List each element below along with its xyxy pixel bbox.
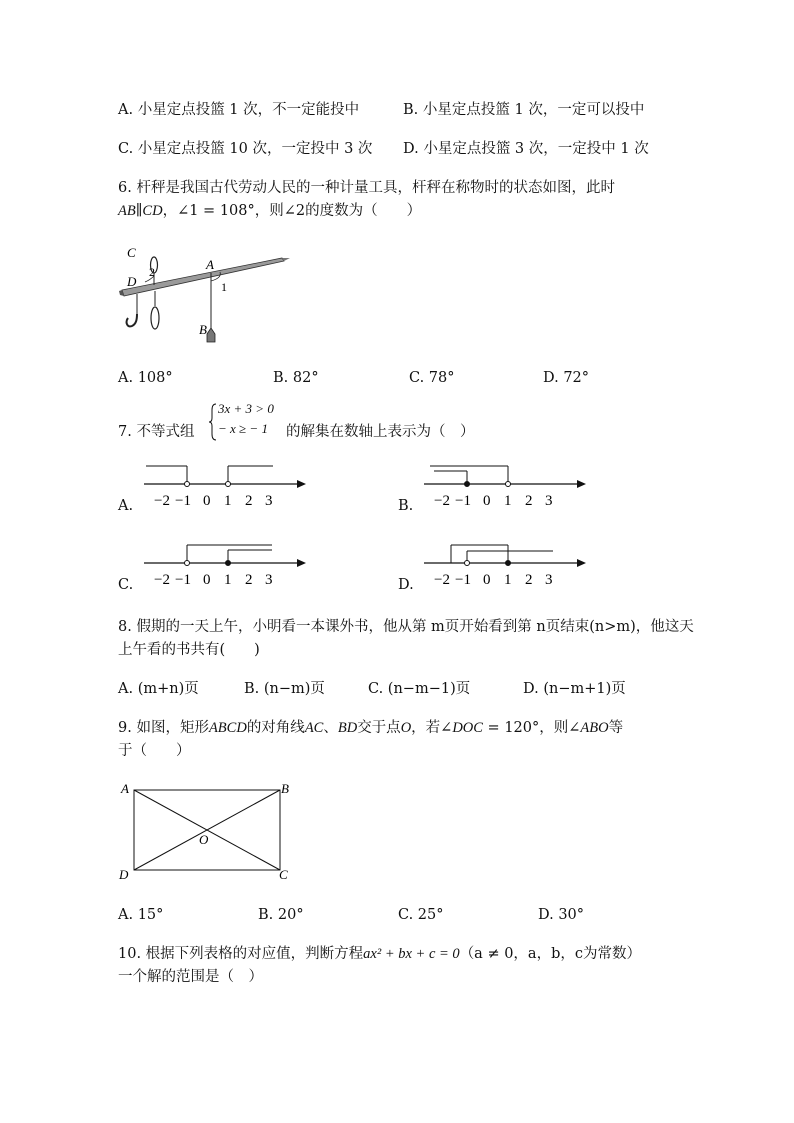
option-label: A. <box>118 370 134 386</box>
option-label: A. <box>118 907 134 923</box>
hook-icon <box>127 314 137 326</box>
steelyard-beam <box>122 258 284 296</box>
stem-text: 交于点 <box>357 720 401 736</box>
q7-option-a-label[interactable]: A. <box>118 498 134 514</box>
angle-doc: DOC <box>452 720 483 736</box>
q5-option-d[interactable] <box>403 139 649 159</box>
q6-stem-line2 <box>118 201 421 221</box>
q9-stem-line2: 于（ ） <box>118 743 191 759</box>
q7-stem-prefix: 7. 不等式组 <box>118 424 195 440</box>
svg-text:1: 1 <box>224 493 232 508</box>
q5-option-b[interactable] <box>403 100 644 120</box>
stem-text: 等 <box>608 720 624 736</box>
option-label: C. <box>368 681 384 697</box>
stem-text: （a ≠ 0，a，b，c为常数） <box>459 946 641 962</box>
q5-option-a[interactable] <box>118 100 359 120</box>
svg-text:3: 3 <box>545 493 553 508</box>
quadratic-equation: ax² + bx + c = 0 <box>363 946 460 962</box>
option-label: A. <box>118 681 134 697</box>
option-text: 15° <box>137 907 164 923</box>
option-label: B. <box>244 681 260 697</box>
point-o: O <box>400 720 412 736</box>
q9-option-a[interactable] <box>118 905 163 925</box>
q6-option-a[interactable] <box>118 368 173 388</box>
rect-name: ABCD <box>208 720 247 736</box>
number-line-a[interactable] <box>140 458 310 508</box>
svg-text:−1: −1 <box>455 493 471 508</box>
option-label: A. <box>118 102 134 118</box>
weight-icon <box>207 328 215 342</box>
q8-stem-line1: 8. 假期的一天上午，小明看一本课外书，他从第 m页开始看到第 n页结束(n>m)，他这天 <box>118 619 694 635</box>
q8-option-c[interactable] <box>368 679 470 699</box>
q5-option-c[interactable] <box>118 139 372 159</box>
option-text: 小星定点投篮 10 次，一定投中 3 次 <box>137 141 373 157</box>
svg-text:2: 2 <box>525 493 533 508</box>
label-1: 1 <box>221 280 227 294</box>
q6-stem-line1: 6. 杆秤是我国古代劳动人民的一种计量工具，杆秤在称物时的状态如图，此时 <box>118 180 615 196</box>
option-text: 20° <box>277 907 304 923</box>
label-a: A <box>206 257 214 272</box>
svg-text:3: 3 <box>265 493 273 508</box>
svg-text:0: 0 <box>203 572 211 587</box>
vertex-d: D <box>119 867 129 882</box>
q8-option-a[interactable] <box>118 679 199 699</box>
q9-stem-line1 <box>118 718 623 738</box>
svg-text:−2: −2 <box>434 572 450 587</box>
q8-option-d[interactable] <box>523 679 626 699</box>
segment-cd: CD <box>142 203 163 219</box>
option-text: 小星定点投篮 1 次，不一定能投中 <box>137 102 360 118</box>
q8-option-b[interactable] <box>244 679 325 699</box>
option-text: 25° <box>417 907 444 923</box>
q8-stem-line2: 上午看的书共有( ) <box>118 642 260 658</box>
q7-stem-suffix: 的解集在数轴上表示为（ ） <box>286 424 475 440</box>
svg-text:−2: −2 <box>154 493 170 508</box>
label-2: 2 <box>149 265 155 279</box>
svg-text:−1: −1 <box>455 572 471 587</box>
stem-text: ，若∠ <box>411 720 453 736</box>
stem-text: 、 <box>323 720 338 736</box>
option-label: D. <box>543 370 559 386</box>
vertex-b: B <box>281 781 289 796</box>
svg-text:−1: −1 <box>175 493 191 508</box>
q6-option-d[interactable] <box>543 368 589 388</box>
option-label: C. <box>398 907 414 923</box>
q9-option-c[interactable] <box>398 905 444 925</box>
q9-option-d[interactable] <box>538 905 584 925</box>
option-text: 小星定点投篮 3 次，一定投中 1 次 <box>423 141 649 157</box>
svg-text:0: 0 <box>483 493 491 508</box>
stem-text: ，则∠ <box>539 720 581 736</box>
option-label: B. <box>273 370 289 386</box>
svg-text:−2: −2 <box>434 493 450 508</box>
option-text: 30° <box>558 907 585 923</box>
steelyard-figure <box>110 238 300 348</box>
q6-option-b[interactable] <box>273 368 319 388</box>
stem-text: 的对角线 <box>246 720 305 736</box>
option-label: D. <box>523 681 539 697</box>
option-text: 小星定点投篮 1 次，一定可以投中 <box>422 102 645 118</box>
svg-text:2: 2 <box>245 572 253 587</box>
stem-text: 9. 如图，矩形 <box>118 720 209 736</box>
lower-ring <box>151 307 159 329</box>
svg-text:0: 0 <box>483 572 491 587</box>
angle-abo: ABO <box>580 720 609 736</box>
vertex-o: O <box>199 832 209 847</box>
diag-bd: BD <box>337 720 358 736</box>
option-text: 72° <box>563 370 590 386</box>
svg-text:3: 3 <box>265 572 273 587</box>
q7-option-d-label[interactable]: D. <box>398 577 414 593</box>
rectangle-figure <box>115 778 300 884</box>
option-label: D. <box>538 907 554 923</box>
svg-text:0: 0 <box>203 493 211 508</box>
option-label: B. <box>403 102 419 118</box>
system-line-2: − x ≥ − 1 <box>218 421 268 436</box>
option-text: (n−m+1)页 <box>543 681 626 697</box>
svg-text:−1: −1 <box>175 572 191 587</box>
vertex-a: A <box>121 781 129 796</box>
number-line-c[interactable] <box>140 537 310 587</box>
q10-stem-line2: 一个解的范围是（ ） <box>118 969 263 985</box>
option-label: D. <box>403 141 419 157</box>
stem-text: 10. 根据下列表格的对应值，判断方程 <box>118 946 364 962</box>
option-text: (m+n)页 <box>137 681 199 697</box>
option-text: 78° <box>428 370 455 386</box>
q6-option-c[interactable] <box>409 368 455 388</box>
option-label: B. <box>258 907 274 923</box>
angle-value: = 120° <box>482 720 540 736</box>
option-text: 108° <box>137 370 173 386</box>
label-b: B <box>199 322 207 337</box>
svg-text:2: 2 <box>245 493 253 508</box>
option-label: C. <box>118 141 134 157</box>
q7-option-c-label[interactable]: C. <box>118 577 134 593</box>
option-label: C. <box>409 370 425 386</box>
diag-ac: AC <box>304 720 324 736</box>
q6-question-tail: ，则∠2的度数为（ ） <box>254 203 422 219</box>
q7-option-b-label[interactable]: B. <box>398 498 414 514</box>
segment-ab: AB <box>118 203 136 219</box>
vertex-c: C <box>279 867 288 882</box>
option-text: 82° <box>292 370 319 386</box>
angle-condition: ，∠1 = 108° <box>162 203 255 219</box>
svg-text:−2: −2 <box>154 572 170 587</box>
svg-text:3: 3 <box>545 572 553 587</box>
svg-text:1: 1 <box>504 493 512 508</box>
q10-stem-line1 <box>118 944 641 964</box>
q9-option-b[interactable] <box>258 905 304 925</box>
label-c: C <box>127 245 136 260</box>
svg-text:1: 1 <box>224 572 232 587</box>
svg-text:1: 1 <box>504 572 512 587</box>
option-text: (n−m−1)页 <box>387 681 471 697</box>
number-line-b[interactable] <box>420 458 590 508</box>
number-line-d[interactable] <box>420 537 590 587</box>
inequality-brace <box>208 402 218 442</box>
parallel-symbol: ∥ <box>135 203 143 219</box>
label-d: D <box>127 274 137 289</box>
option-text: (n−m)页 <box>263 681 325 697</box>
system-line-1: 3x + 3 > 0 <box>218 401 274 416</box>
svg-text:2: 2 <box>525 572 533 587</box>
